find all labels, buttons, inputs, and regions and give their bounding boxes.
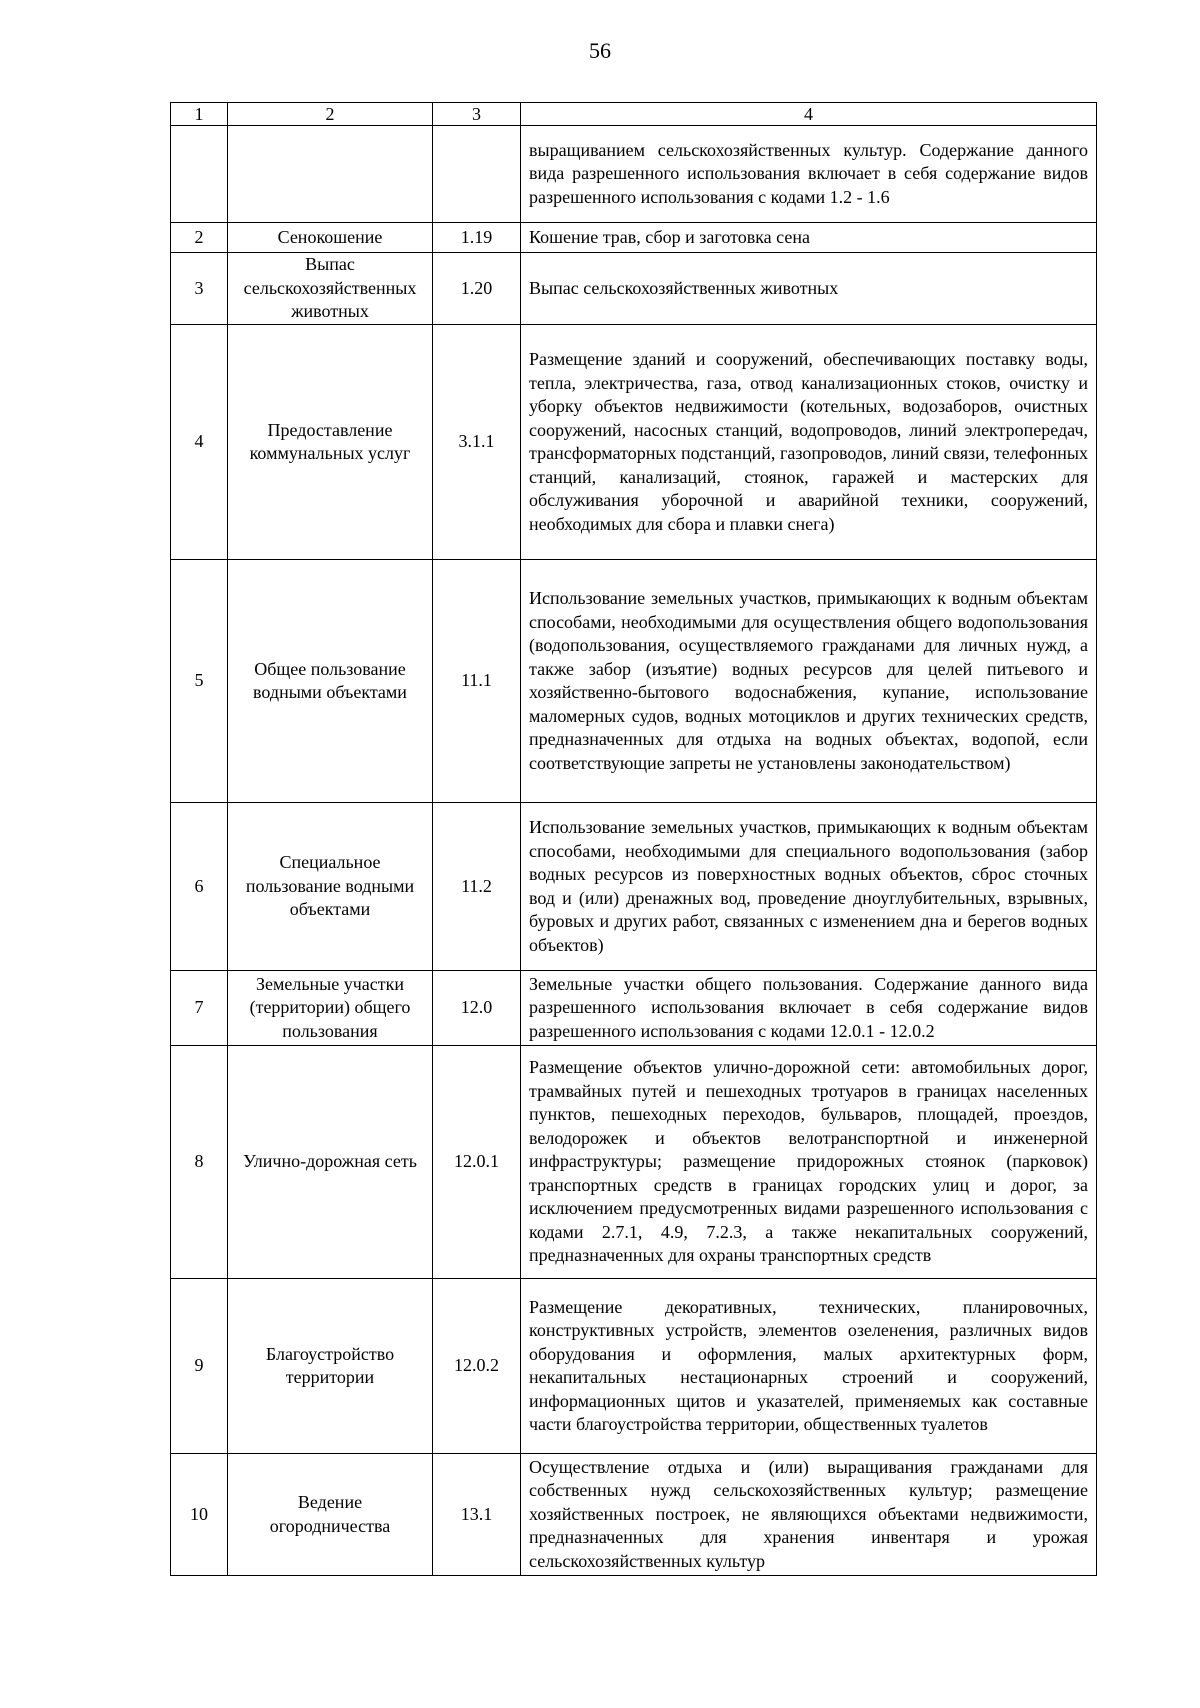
row-number: 6 [171,803,228,971]
land-use-name: Ведение огородничества [228,1454,433,1576]
land-use-name: Улично-дорожная сеть [228,1046,433,1279]
land-use-code: 1.20 [433,253,521,325]
header-cell: 2 [228,103,433,126]
row-number: 2 [171,223,228,253]
row-number: 9 [171,1279,228,1454]
land-use-code: 12.0 [433,971,521,1046]
land-use-code: 11.2 [433,803,521,971]
page-number: 56 [589,38,611,63]
land-use-code: 12.0.2 [433,1279,521,1454]
land-use-description: Размещение декоративных, технических, планировочных, конструктивных устройств, элементов озеленения, различных видов оборудования и оформления, малых архитектурных форм, некапитальных нестационарных строений и сооружений, информационных щитов и указателей, применяемых как составные части благоустройства территории, общественных туалетов [521,1279,1097,1454]
table-row [171,1279,1097,1454]
row-number: 7 [171,971,228,1046]
land-use-code [433,126,521,223]
land-use-code: 13.1 [433,1454,521,1576]
table-row [171,1046,1097,1279]
land-use-table [170,102,1097,1576]
land-use-name: Специальное пользование водными объектами [228,803,433,971]
land-use-description: Использование земельных участков, примыкающих к водным объектам способами, необходимыми для специального водопользования (забор водных ресурсов из поверхностных водных объектов, сброс сточных вод и (или) дренажных вод, проведение дноуглубительных, взрывных, буровых и других работ, связанных с изменением дна и берегов водных объектов) [521,803,1097,971]
header-cell: 1 [171,103,228,126]
land-use-code: 1.19 [433,223,521,253]
land-use-description: Земельные участки общего пользования. Содержание данного вида разрешенного использования включает в себя содержание видов разрешенного использования с кодами 12.0.1 - 12.0.2 [521,971,1097,1046]
table-row [171,223,1097,253]
land-use-name: Земельные участки (территории) общего пользования [228,971,433,1046]
row-number: 4 [171,325,228,560]
table-row [171,560,1097,803]
row-number: 8 [171,1046,228,1279]
land-use-description: Кошение трав, сбор и заготовка сена [521,223,1097,253]
table-row [171,1454,1097,1576]
land-use-name [228,126,433,223]
table-row [171,971,1097,1046]
land-use-description: Размещение объектов улично-дорожной сети: автомобильных дорог, трамвайных путей и пешеходных тротуаров в границах населенных пунктов, пешеходных переходов, бульваров, площадей, проездов, велодорожек и объектов велотранспортной и инженерной инфраструктуры; размещение придорожных стоянок (парковок) транспортных средств в границах городских улиц и дорог, за исключением предусмотренных видами разрешенного использования с кодами 2.7.1, 4.9, 7.2.3, а также некапитальных сооружений, предназначенных для охраны транспортных средств [521,1046,1097,1279]
land-use-name: Благоустройство территории [228,1279,433,1454]
land-use-code: 3.1.1 [433,325,521,560]
table-row [171,126,1097,223]
land-use-name: Сенокошение [228,223,433,253]
table-row [171,325,1097,560]
land-use-name: Выпас сельскохозяйственных животных [228,253,433,325]
land-use-description: Размещение зданий и сооружений, обеспечивающих поставку воды, тепла, электричества, газа, отвод канализационных стоков, очистку и уборку объектов недвижимости (котельных, водозаборов, очистных сооружений, насосных станций, водопроводов, линий электропередач, трансформаторных подстанций, газопроводов, линий связи, телефонных станций, канализаций, стоянок, гаражей и мастерских для обслуживания уборочной и аварийной техники, сооружений, необходимых для сбора и плавки снега) [521,325,1097,560]
table-header-row [171,103,1097,126]
land-use-name: Общее пользование водными объектами [228,560,433,803]
land-use-description: Выпас сельскохозяйственных животных [521,253,1097,325]
row-number: 10 [171,1454,228,1576]
land-use-description: выращиванием сельскохозяйственных культур. Содержание данного вида разрешенного использования включает в себя содержание видов разрешенного использования с кодами 1.2 - 1.6 [521,126,1097,223]
header-cell: 4 [521,103,1097,126]
table-row [171,253,1097,325]
land-use-description: Использование земельных участков, примыкающих к водным объектам способами, необходимыми для осуществления общего водопользования (водопользования, осуществляемого гражданами для личных нужд, а также забор (изъятие) водных ресурсов для целей питьевого и хозяйственно-бытового водоснабжения, купание, использование маломерных судов, водных мотоциклов и других технических средств, предназначенных для отдыха на водных объектах, водопой, если соответствующие запреты не установлены законодательством) [521,560,1097,803]
row-number: 3 [171,253,228,325]
header-cell: 3 [433,103,521,126]
land-use-code: 12.0.1 [433,1046,521,1279]
land-use-description: Осуществление отдыха и (или) выращивания гражданами для собственных нужд сельскохозяйственных культур; размещение хозяйственных построек, не являющихся объектами недвижимости, предназначенных для хранения инвентаря и урожая сельскохозяйственных культур [521,1454,1097,1576]
row-number: 5 [171,560,228,803]
table-row [171,803,1097,971]
land-use-name: Предоставление коммунальных услуг [228,325,433,560]
land-use-code: 11.1 [433,560,521,803]
row-number [171,126,228,223]
